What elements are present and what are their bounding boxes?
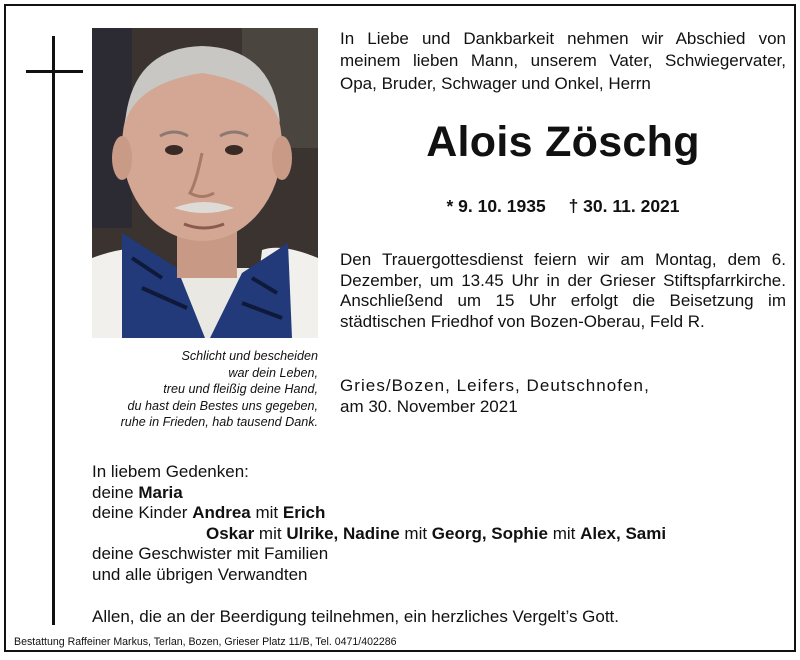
spouse-name: Georg, Sophie (431, 523, 548, 543)
obituary-notice (4, 4, 796, 652)
place-line: Gries/Bozen, Leifers, Deutschnofen, (340, 376, 650, 395)
intro-text: In Liebe und Dankbarkeit nehmen wir Abschied von meinem lieben Mann, unserem Vater, Schwiegervater, Opa, Bruder, Schwager und Onkel, Herrn (340, 29, 786, 93)
poem-line: treu und fleißig deine Hand, (163, 382, 318, 396)
text-connector: mit (547, 523, 581, 543)
portrait-photo (92, 28, 318, 338)
family-heading: In liebem Gedenken: (92, 462, 249, 481)
wife-name: Maria (138, 482, 183, 502)
deceased-name: Alois Zöschg (426, 118, 700, 166)
child-name: Andrea (192, 503, 251, 523)
life-dates (340, 196, 786, 217)
spouse-name: Alex, Sami (580, 523, 667, 543)
text-connector: mit (399, 523, 432, 543)
spouse-name: Ulrike, Nadine (286, 523, 400, 543)
thanks-text: Allen, die an der Beerdigung teilnehmen, ein herzliches Vergelt’s Gott. (92, 607, 620, 626)
family-line-children (92, 503, 772, 524)
text-prefix: deine Kinder (92, 503, 193, 523)
service-info: Den Trauergottesdienst feiern wir am Montag, dem 6. Dezember, um 13.45 Uhr in der Grieser Stiftspfarrkirche. Anschließend um 15 Uhr erfolgt die Beisetzung im städtischen Friedhof von Bozen-Oberau, Feld R. (340, 250, 786, 331)
poem-line: war dein Leben, (228, 365, 318, 380)
spouse-name: Erich (282, 503, 326, 523)
poem-line: du hast dein Bestes uns gegeben, (127, 398, 318, 413)
text-connector: mit (250, 503, 283, 523)
text-prefix: deine (92, 482, 139, 502)
poem-line: Schlicht und bescheiden (181, 349, 318, 363)
family-list (92, 462, 772, 586)
family-line-relatives: und alle übrigen Verwandten (92, 564, 308, 584)
memorial-poem (92, 348, 318, 431)
death-date: † 30. 11. 2021 (568, 196, 680, 216)
funeral-home-footer: Bestattung Raffeiner Markus, Terlan, Bozen, Grieser Platz 11/B, Tel. 0471/402286 (14, 636, 397, 648)
family-line-siblings: deine Geschwister mit Familien (92, 544, 329, 564)
cross-icon (52, 36, 55, 625)
cross-bar (26, 70, 83, 73)
poem-line: ruhe in Frieden, hab tausend Dank. (120, 415, 318, 429)
text-connector: mit (254, 523, 287, 543)
family-line-wife (92, 483, 772, 504)
child-name: Oskar (206, 523, 255, 543)
date-line: am 30. November 2021 (340, 396, 518, 416)
birth-date: * 9. 10. 1935 (446, 196, 546, 216)
place-date (340, 376, 786, 417)
family-line-children-2 (92, 524, 772, 545)
